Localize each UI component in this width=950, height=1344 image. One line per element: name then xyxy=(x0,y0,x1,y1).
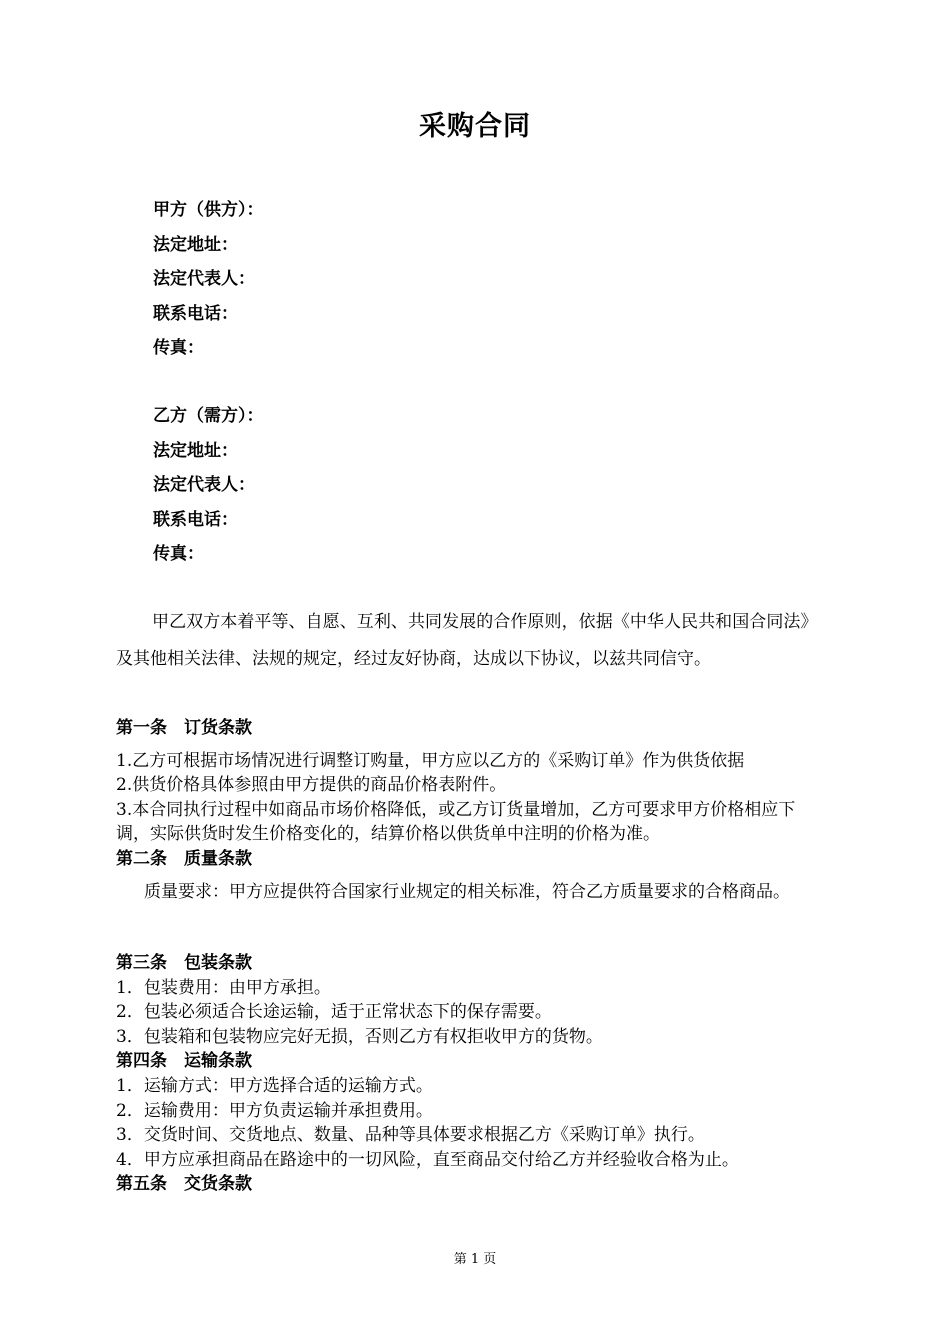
preamble-paragraph: 甲乙双方本着平等、自愿、互利、共同发展的合作原则，依据《中华人民共和国合同法》及其他相关法律、法规的规定，经过友好协商，达成以下协议，以兹共同信守。 xyxy=(116,612,809,669)
article-3-item: 1．包装费用：由甲方承担。 xyxy=(116,977,331,998)
article-3-item: 2．包装必须适合长途运输，适于正常状态下的保存需要。 xyxy=(116,1002,552,1023)
party-b-block xyxy=(153,399,264,572)
article-4-item: 4．甲方应承担商品在路途中的一切风险，直至商品交付给乙方并经验收合格为止。 xyxy=(116,1149,739,1170)
page-number: 第 1 页 xyxy=(453,1252,497,1267)
article-5-heading: 第五条 交货条款 xyxy=(116,1174,252,1195)
party-b-representative-label: 法定代表人： xyxy=(153,475,255,495)
articles-3-5 xyxy=(116,951,816,1197)
party-a-phone-label: 联系电话： xyxy=(153,303,238,324)
party-a-block xyxy=(153,193,264,366)
article-2-heading: 第二条 质量条款 xyxy=(116,848,252,869)
article-1-item: 1.乙方可根据市场情况进行调整订购量，甲方应以乙方的《采购订单》作为供货依据 xyxy=(116,750,745,771)
articles-1-2 xyxy=(116,716,816,904)
article-1-item: 2.供货价格具体参照由甲方提供的商品价格表附件。 xyxy=(116,775,507,796)
article-1-heading: 第一条 订货条款 xyxy=(116,718,252,738)
article-3-heading: 第三条 包装条款 xyxy=(116,953,252,973)
party-b-name-label: 乙方（需方）： xyxy=(153,406,264,426)
article-3-item: 3．包装箱和包装物应完好无损，否则乙方有权拒收甲方的货物。 xyxy=(116,1026,603,1047)
article-4-heading: 第四条 运输条款 xyxy=(116,1051,252,1072)
article-4-item: 2．运输费用：甲方负责运输并承担费用。 xyxy=(116,1100,433,1121)
party-b-phone-label: 联系电话： xyxy=(153,509,238,530)
article-4-item: 3．交货时间、交货地点、数量、品种等具体要求根据乙方《采购订单》执行。 xyxy=(116,1125,705,1146)
party-a-fax-label: 传真： xyxy=(153,338,204,358)
party-a-address-label: 法定地址： xyxy=(153,234,238,255)
article-1-item: 3.本合同执行过程中如商品市场价格降低，或乙方订货量增加，乙方可要求甲方价格相应下调，实际供货时发生价格变化的，结算价格以供货单中注明的价格为准。 xyxy=(116,799,796,845)
article-4-item: 1．运输方式：甲方选择合适的运输方式。 xyxy=(116,1075,433,1096)
party-a-representative-label: 法定代表人： xyxy=(153,269,255,289)
document-title: 采购合同 xyxy=(419,111,531,142)
party-a-name-label: 甲方（供方）： xyxy=(153,200,264,220)
article-2-text: 质量要求：甲方应提供符合国家行业规定的相关标准，符合乙方质量要求的合格商品。 xyxy=(144,881,790,902)
party-b-address-label: 法定地址： xyxy=(153,440,238,461)
party-b-fax-label: 传真： xyxy=(153,544,204,564)
